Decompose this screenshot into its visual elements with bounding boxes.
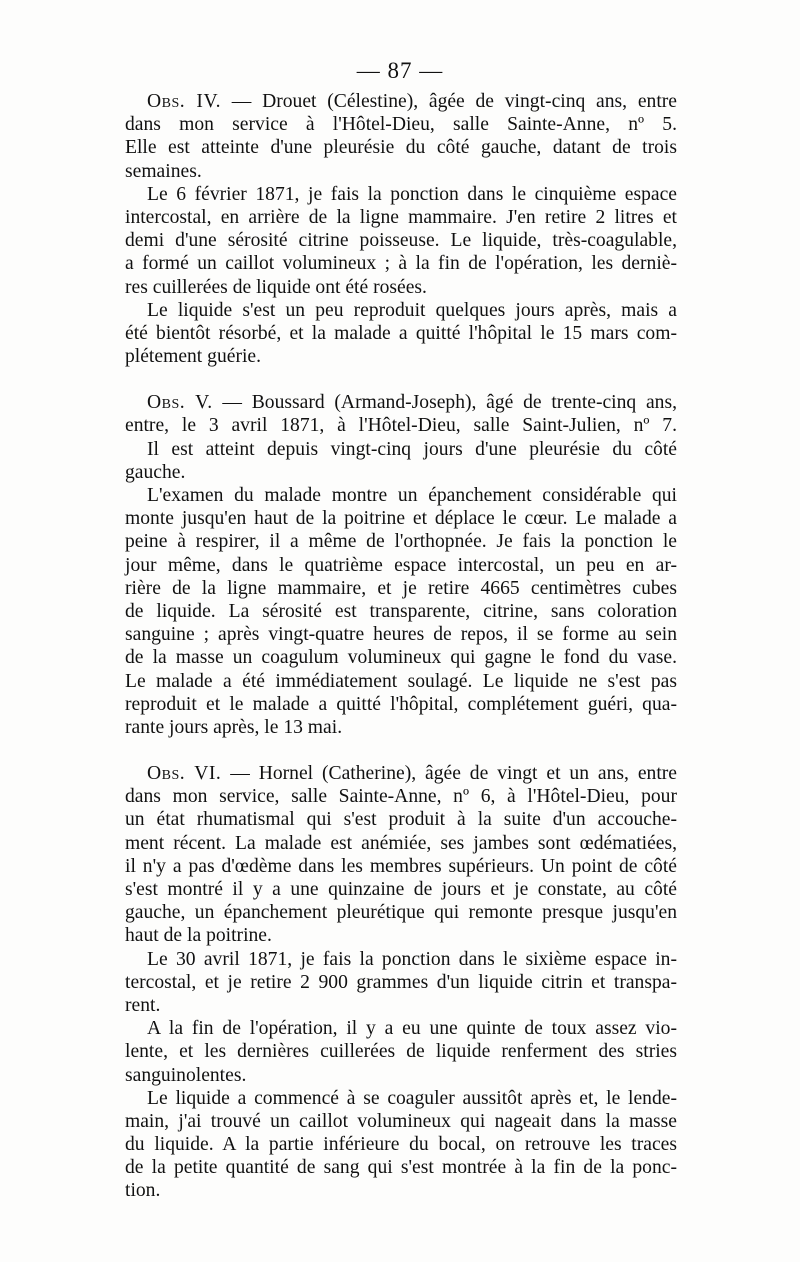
text-line: res cuillerées de liquide ont été rosées. [125,276,427,298]
text-line: rent. [125,994,161,1016]
text-line: A la fin de l'opération, il y a eu une quinte de toux assez vio- [147,1018,677,1040]
text-line: peine à respirer, il a même de l'orthopnée. Je fais la ponction le [125,531,677,553]
text-line: lente, et les dernières cuillerées de liquide renferment des stries [125,1041,677,1063]
page-number: — 87 — [356,58,444,83]
text-line: Le liquide a commencé à se coaguler aussitôt après et, le lende- [147,1087,677,1109]
text-line: tercostal, et je retire 2 900 grammes d'un liquide citrin et transpa- [125,971,677,993]
text-line: Elle est atteinte d'une pleurésie du côté gauche, datant de trois [125,137,677,159]
text-line: Obs. V. — Boussard (Armand-Joseph), âgé de trente-cinq ans, [147,392,677,414]
text-line: monte jusqu'en haut de la poitrine et déplace le cœur. Le malade a [125,508,677,530]
text-line: demi d'une sérosité citrine poisseuse. Le liquide, très-coagulable, [125,230,677,252]
text-line: dans mon service à l'Hôtel-Dieu, salle Sainte-Anne, nº 5. [125,114,677,136]
text-line: L'examen du malade montre un épanchement considérable qui [147,485,677,506]
observation-label: Obs. VI. [147,763,222,785]
text-line: Le liquide s'est un peu reproduit quelques jours après, mais a [147,299,677,321]
observation-iv [125,90,677,368]
text-line: reproduit et le malade a quitté l'hôpital, complétement guéri, qua- [125,693,677,715]
text-line: a formé un caillot volumineux ; à la fin de l'opération, les derniè- [125,253,677,275]
text-line: intercostal, en arrière de la ligne mammaire. J'en retire 2 litres et [125,206,677,228]
text-line: Obs. VI. — Hornel (Catherine), âgée de vingt et un ans, entre [147,763,677,785]
text-line: de la petite quantité de sang qui s'est montrée à la fin de la ponc- [125,1157,677,1179]
text-line: jour même, dans le quatrième espace intercostal, un peu en ar- [125,554,677,576]
observation-v [125,391,677,739]
text-line: plétement guérie. [125,346,262,368]
observation-vi [125,762,677,1203]
observation-label: Obs. IV. [147,91,221,112]
text-line: été bientôt résorbé, et la malade a quitté l'hôpital le 15 mars com- [125,322,677,344]
text-line: Obs. IV. — Drouet (Célestine), âgée de vingt-cinq ans, entre [147,91,677,112]
text-line: un état rhumatismal qui s'est produit à la suite d'un accouche- [125,809,677,831]
text-line: main, j'ai trouvé un caillot volumineux qui nageait dans la masse [125,1110,677,1132]
text-line: entre, le 3 avril 1871, à l'Hôtel-Dieu, salle Saint-Julien, nº 7. [125,415,677,437]
text-line: gauche. [125,461,186,483]
page-body [125,90,677,1203]
text-line: rière de la ligne mammaire, et je retire 4665 centimètres cubes [125,577,677,599]
text-line: Il est atteint depuis vingt-cinq jours d'une pleurésie du côté [147,438,677,460]
text-line: ment récent. La malade est anémiée, ses jambes sont œdématiées, [125,832,677,854]
text-line: Le 6 février 1871, je fais la ponction dans le cinquième espace [147,183,677,205]
text-line: Le 30 avril 1871, je fais la ponction dans le sixième espace in- [147,948,677,970]
text-line: Le malade a été immédiatement soulagé. Le liquide ne s'est pas [125,670,677,692]
text-line: il n'y a pas d'œdème dans les membres supérieurs. Un point de côté [125,855,677,877]
text-line: tion. [125,1180,161,1202]
text-line: de la masse un coagulum volumineux qui gagne le fond du vase. [125,647,677,669]
text-line: rante jours après, le 13 mai. [125,716,343,738]
paragraph-gap [125,368,677,391]
paragraph-gap [125,739,677,762]
text-line: haut de la poitrine. [125,925,272,947]
text-line: semaines. [125,160,202,182]
text-line: de liquide. La sérosité est transparente, citrine, sans coloration [125,600,677,622]
text-line: dans mon service, salle Sainte-Anne, nº 6, à l'Hôtel-Dieu, pour [125,786,677,808]
text-line: sanguine ; après vingt-quatre heures de repos, il se forme au sein [125,624,677,646]
text-line: du liquide. A la partie inférieure du bocal, on retrouve les traces [125,1134,677,1156]
text-line: s'est montré il y a une quinzaine de jours et je constate, au côté [125,879,677,900]
text-line: gauche, un épanchement pleurétique qui remonte presque jusqu'en [125,902,677,924]
text-line: sanguinolentes. [125,1064,247,1086]
observation-label: Obs. V. [147,392,213,414]
